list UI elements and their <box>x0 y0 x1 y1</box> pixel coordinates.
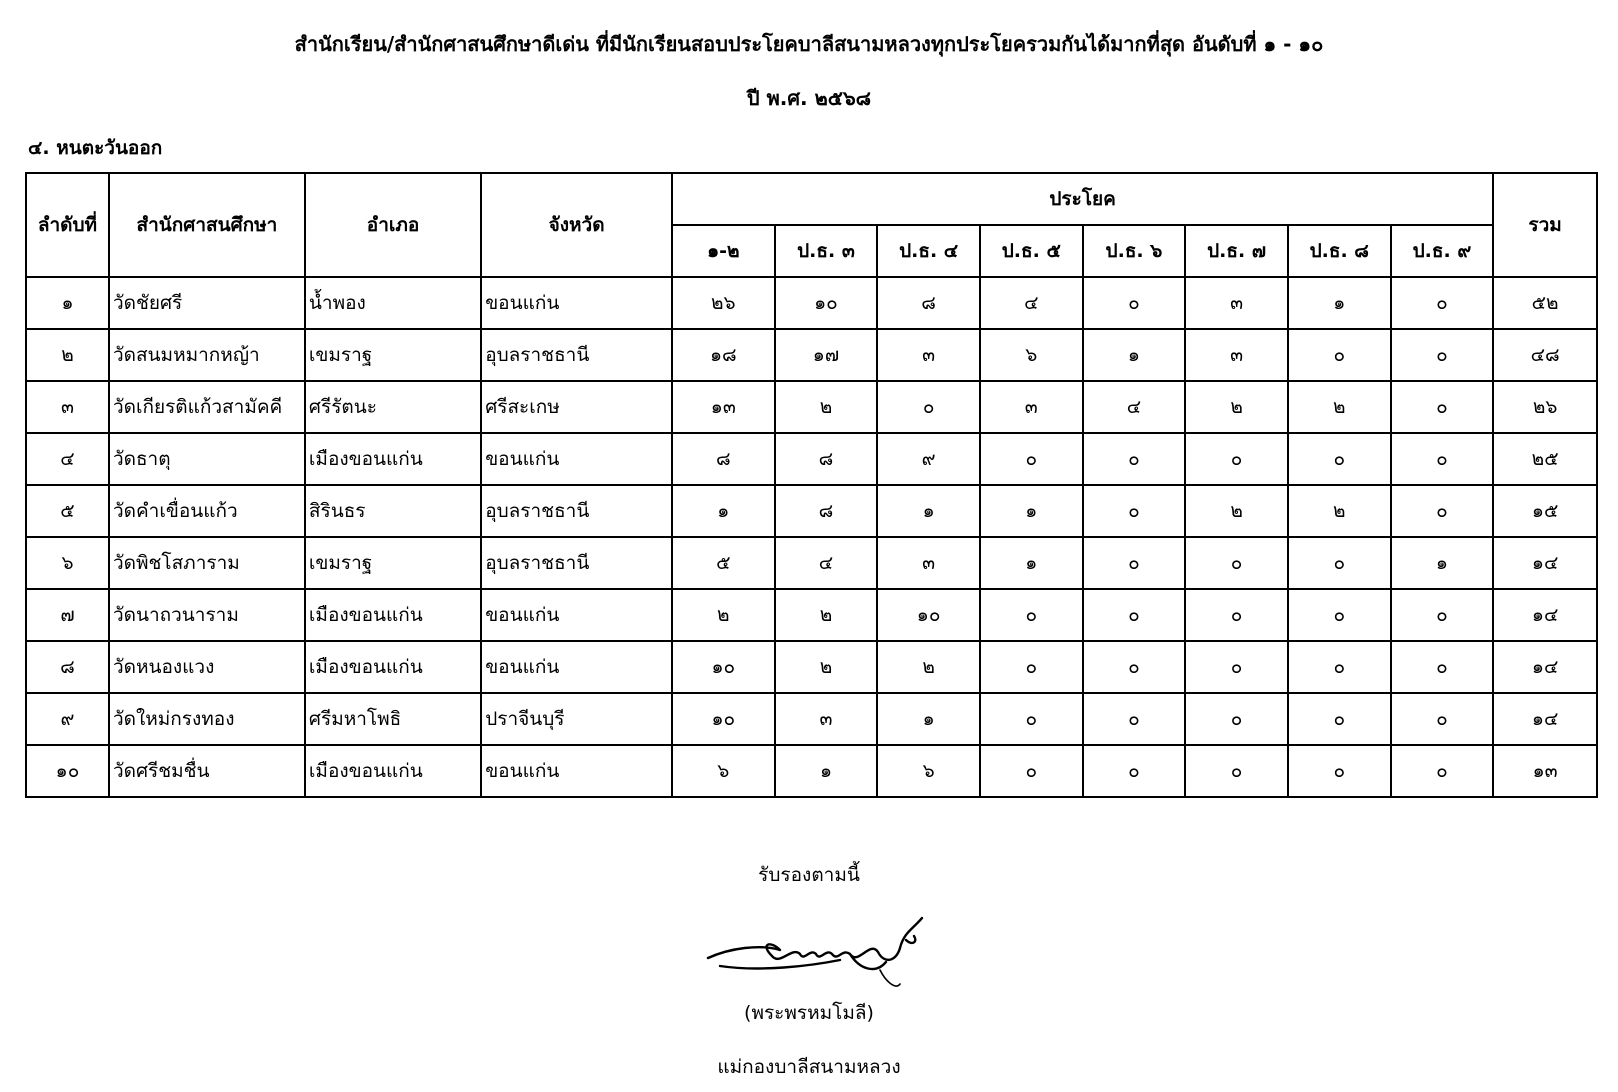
level-count-cell: ๘ <box>877 277 980 329</box>
year-label: ปี พ.ศ. ๒๕๖๘ <box>746 86 872 110</box>
level-count-cell: ๒๖ <box>672 277 775 329</box>
level-count-cell: ๐ <box>1288 693 1391 745</box>
level-count-cell: ๐ <box>980 433 1083 485</box>
rank-cell: ๔ <box>26 433 109 485</box>
province-cell: ขอนแก่น <box>481 433 672 485</box>
level-count-cell: ๐ <box>1288 537 1391 589</box>
level-count-cell: ๐ <box>1391 485 1494 537</box>
total-cell: ๑๔ <box>1493 589 1597 641</box>
level-count-cell: ๙ <box>877 433 980 485</box>
province-cell: ขอนแก่น <box>481 641 672 693</box>
level-count-cell: ๐ <box>980 745 1083 797</box>
header-level: ป.ธ. ๗ <box>1185 225 1288 277</box>
level-count-cell: ๑ <box>1288 277 1391 329</box>
level-count-cell: ๐ <box>1185 745 1288 797</box>
level-count-cell: ๓ <box>1185 277 1288 329</box>
level-count-cell: ๐ <box>1288 745 1391 797</box>
district-cell: ศรีมหาโพธิ <box>305 693 481 745</box>
level-count-cell: ๐ <box>1391 433 1494 485</box>
table-row <box>26 329 1597 381</box>
level-count-cell: ๒ <box>1288 485 1391 537</box>
school-cell: วัดนาถวนาราม <box>109 589 305 641</box>
level-count-cell: ๐ <box>1083 277 1186 329</box>
school-cell: วัดธาตุ <box>109 433 305 485</box>
level-count-cell: ๑๓ <box>672 381 775 433</box>
level-count-cell: ๐ <box>980 693 1083 745</box>
province-cell: อุบลราชธานี <box>481 485 672 537</box>
table-row <box>26 745 1597 797</box>
level-count-cell: ๑๐ <box>877 589 980 641</box>
level-count-cell: ๒ <box>1288 381 1391 433</box>
school-cell: วัดชัยศรี <box>109 277 305 329</box>
level-count-cell: ๖ <box>672 745 775 797</box>
level-count-cell: ๐ <box>1391 589 1494 641</box>
district-cell: เมืองขอนแก่น <box>305 433 481 485</box>
school-cell: วัดคำเขื่อนแก้ว <box>109 485 305 537</box>
rank-cell: ๕ <box>26 485 109 537</box>
header-level: ป.ธ. ๔ <box>877 225 980 277</box>
header-district: อำเภอ <box>305 173 481 277</box>
total-cell: ๕๒ <box>1493 277 1597 329</box>
table-row <box>26 589 1597 641</box>
level-count-cell: ๐ <box>980 641 1083 693</box>
level-count-cell: ๑ <box>877 693 980 745</box>
school-cell: วัดใหม่กรงทอง <box>109 693 305 745</box>
level-count-cell: ๐ <box>1083 641 1186 693</box>
level-count-cell: ๑ <box>775 745 878 797</box>
district-cell: สิรินธร <box>305 485 481 537</box>
level-count-cell: ๐ <box>1391 381 1494 433</box>
level-count-cell: ๐ <box>1083 537 1186 589</box>
rank-cell: ๖ <box>26 537 109 589</box>
table-row <box>26 693 1597 745</box>
page-title: สำนักเรียน/สำนักศาสนศึกษาดีเด่น ที่มีนักเรียนสอบประโยคบาลีสนามหลวงทุกประโยครวมกันได้มากที่สุด อันดับที่ ๑ - ๑๐ <box>294 32 1324 56</box>
results-table <box>25 172 1598 798</box>
level-count-cell: ๓ <box>980 381 1083 433</box>
level-count-cell: ๘ <box>775 433 878 485</box>
province-cell: อุบลราชธานี <box>481 329 672 381</box>
certify-text: รับรองตามนี้ <box>758 864 860 886</box>
level-count-cell: ๐ <box>1288 433 1391 485</box>
province-cell: ศรีสะเกษ <box>481 381 672 433</box>
level-count-cell: ๑๘ <box>672 329 775 381</box>
table-row <box>26 537 1597 589</box>
header-level-group: ประโยค <box>672 173 1493 225</box>
level-count-cell: ๖ <box>877 745 980 797</box>
level-count-cell: ๑ <box>1391 537 1494 589</box>
header-level: ป.ธ. ๕ <box>980 225 1083 277</box>
rank-cell: ๘ <box>26 641 109 693</box>
header-level: ๑-๒ <box>672 225 775 277</box>
total-cell: ๒๖ <box>1493 381 1597 433</box>
total-cell: ๑๔ <box>1493 693 1597 745</box>
level-count-cell: ๔ <box>775 537 878 589</box>
header-province: จังหวัด <box>481 173 672 277</box>
level-count-cell: ๖ <box>980 329 1083 381</box>
level-count-cell: ๓ <box>1185 329 1288 381</box>
district-cell: เขมราฐ <box>305 537 481 589</box>
level-count-cell: ๒ <box>1185 485 1288 537</box>
level-count-cell: ๐ <box>1083 745 1186 797</box>
rank-cell: ๒ <box>26 329 109 381</box>
level-count-cell: ๐ <box>1185 641 1288 693</box>
level-count-cell: ๓ <box>877 329 980 381</box>
total-cell: ๑๕ <box>1493 485 1597 537</box>
level-count-cell: ๒ <box>775 641 878 693</box>
rank-cell: ๓ <box>26 381 109 433</box>
signer-title: แม่กองบาลีสนามหลวง <box>717 1056 901 1078</box>
rank-cell: ๙ <box>26 693 109 745</box>
level-count-cell: ๒ <box>775 589 878 641</box>
level-count-cell: ๕ <box>672 537 775 589</box>
level-count-cell: ๐ <box>1288 589 1391 641</box>
total-cell: ๒๕ <box>1493 433 1597 485</box>
level-count-cell: ๐ <box>1288 641 1391 693</box>
level-count-cell: ๐ <box>1185 589 1288 641</box>
level-count-cell: ๑ <box>672 485 775 537</box>
district-cell: เมืองขอนแก่น <box>305 589 481 641</box>
signature-image <box>700 910 940 1000</box>
total-cell: ๔๘ <box>1493 329 1597 381</box>
level-count-cell: ๒ <box>877 641 980 693</box>
level-count-cell: ๓ <box>775 693 878 745</box>
province-cell: อุบลราชธานี <box>481 537 672 589</box>
header-rank: ลำดับที่ <box>26 173 109 277</box>
province-cell: ขอนแก่น <box>481 277 672 329</box>
school-cell: วัดศรีชมชื่น <box>109 745 305 797</box>
region-heading: ๔. หนตะวันออก <box>28 137 163 159</box>
level-count-cell: ๐ <box>877 381 980 433</box>
level-count-cell: ๑ <box>1083 329 1186 381</box>
province-cell: ขอนแก่น <box>481 745 672 797</box>
level-count-cell: ๐ <box>1391 745 1494 797</box>
rank-cell: ๑๐ <box>26 745 109 797</box>
level-count-cell: ๐ <box>1083 693 1186 745</box>
table-row <box>26 433 1597 485</box>
level-count-cell: ๑๐ <box>775 277 878 329</box>
level-count-cell: ๑ <box>980 537 1083 589</box>
table-row <box>26 277 1597 329</box>
level-count-cell: ๐ <box>1391 277 1494 329</box>
table-row <box>26 641 1597 693</box>
level-count-cell: ๑๗ <box>775 329 878 381</box>
header-school: สำนักศาสนศึกษา <box>109 173 305 277</box>
total-cell: ๑๔ <box>1493 641 1597 693</box>
district-cell: เมืองขอนแก่น <box>305 641 481 693</box>
level-count-cell: ๑๐ <box>672 641 775 693</box>
level-count-cell: ๓ <box>877 537 980 589</box>
level-count-cell: ๐ <box>1083 485 1186 537</box>
level-count-cell: ๐ <box>1391 329 1494 381</box>
header-level: ป.ธ. ๘ <box>1288 225 1391 277</box>
total-cell: ๑๓ <box>1493 745 1597 797</box>
level-count-cell: ๔ <box>1083 381 1186 433</box>
school-cell: วัดพิชโสภาราม <box>109 537 305 589</box>
level-count-cell: ๑ <box>980 485 1083 537</box>
level-count-cell: ๐ <box>1391 693 1494 745</box>
header-level: ป.ธ. ๓ <box>775 225 878 277</box>
rank-cell: ๗ <box>26 589 109 641</box>
district-cell: ศรีรัตนะ <box>305 381 481 433</box>
school-cell: วัดสนมหมากหญ้า <box>109 329 305 381</box>
total-cell: ๑๔ <box>1493 537 1597 589</box>
level-count-cell: ๘ <box>775 485 878 537</box>
rank-cell: ๑ <box>26 277 109 329</box>
level-count-cell: ๐ <box>1083 589 1186 641</box>
level-count-cell: ๐ <box>1288 329 1391 381</box>
district-cell: เมืองขอนแก่น <box>305 745 481 797</box>
level-count-cell: ๑๐ <box>672 693 775 745</box>
level-count-cell: ๒ <box>672 589 775 641</box>
level-count-cell: ๐ <box>980 589 1083 641</box>
level-count-cell: ๐ <box>1083 433 1186 485</box>
header-level: ป.ธ. ๙ <box>1391 225 1494 277</box>
table-row <box>26 381 1597 433</box>
level-count-cell: ๒ <box>775 381 878 433</box>
level-count-cell: ๘ <box>672 433 775 485</box>
level-count-cell: ๐ <box>1185 433 1288 485</box>
header-total: รวม <box>1493 173 1597 277</box>
province-cell: ปราจีนบุรี <box>481 693 672 745</box>
level-count-cell: ๑ <box>877 485 980 537</box>
signer-name: (พระพรหมโมลี) <box>744 1002 874 1024</box>
level-count-cell: ๔ <box>980 277 1083 329</box>
district-cell: น้ำพอง <box>305 277 481 329</box>
school-cell: วัดหนองแวง <box>109 641 305 693</box>
level-count-cell: ๐ <box>1185 693 1288 745</box>
table-row <box>26 485 1597 537</box>
level-count-cell: ๐ <box>1185 537 1288 589</box>
header-level: ป.ธ. ๖ <box>1083 225 1186 277</box>
level-count-cell: ๐ <box>1391 641 1494 693</box>
level-count-cell: ๒ <box>1185 381 1288 433</box>
school-cell: วัดเกียรติแก้วสามัคคี <box>109 381 305 433</box>
district-cell: เขมราฐ <box>305 329 481 381</box>
province-cell: ขอนแก่น <box>481 589 672 641</box>
